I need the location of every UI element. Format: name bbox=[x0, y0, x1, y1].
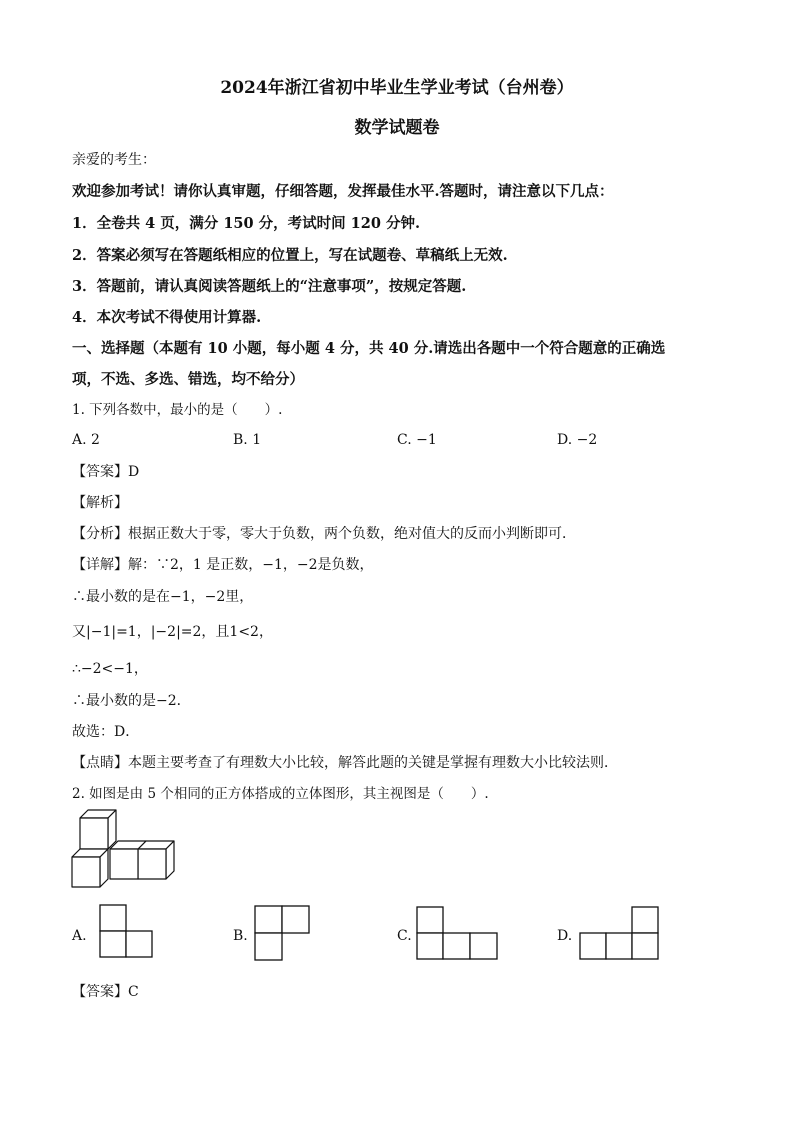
q1-dianjing: 【点睛】本题主要考查了有理数大小比较，解答此题的关键是掌握有理数大小比较法则． bbox=[72, 755, 618, 771]
q1-step-1: ∴最小数的是在−1，−2里， bbox=[72, 589, 254, 605]
q2-option-b-view bbox=[254, 905, 310, 961]
q2-option-d: D. bbox=[557, 928, 573, 944]
q2-answer: 【答案】C bbox=[72, 984, 139, 1000]
q1-step-3: ∴−2<−1， bbox=[72, 661, 148, 677]
rule-1: 1．全卷共 4 页，满分 150 分，考试时间 120 分钟. bbox=[72, 215, 421, 232]
q1-answer: 【答案】D bbox=[72, 464, 140, 480]
q1-choose: 故选：D． bbox=[72, 724, 140, 740]
q1-analysis-label: 【解析】 bbox=[72, 495, 128, 511]
q2-option-a: A. bbox=[72, 928, 87, 944]
q2-option-a-view bbox=[99, 904, 153, 958]
rule-3: 3．答题前，请认真阅读答题纸上的“注意事项”，按规定答题. bbox=[72, 278, 467, 295]
q1-option-b: B. 1 bbox=[233, 432, 262, 448]
exam-subtitle: 数学试题卷 bbox=[354, 118, 440, 138]
cube-figure bbox=[70, 810, 190, 890]
rule-4: 4．本次考试不得使用计算器. bbox=[72, 309, 262, 326]
q1-step-4: ∴最小数的是−2． bbox=[72, 693, 191, 709]
q2-option-d-view bbox=[579, 906, 659, 960]
q2-option-c-view bbox=[416, 906, 498, 960]
q2-stem: 2. 如图是由 5 个相同的正方体搭成的立体图形，其主视图是（ ）. bbox=[72, 786, 489, 802]
welcome-line: 欢迎参加考试！请你认真审题，仔细答题，发挥最佳水平.答题时，请注意以下几点： bbox=[72, 183, 614, 200]
q2-option-b: B. bbox=[233, 928, 248, 944]
q1-xiangjie: 【详解】解：∵2，1 是正数，−1，−2是负数， bbox=[72, 557, 374, 573]
q1-step-2: 又|−1|=1，|−2|=2，且1<2， bbox=[72, 624, 273, 640]
q2-option-c: C. bbox=[397, 928, 412, 944]
greeting: 亲爱的考生： bbox=[72, 152, 156, 168]
q1-stem: 1. 下列各数中，最小的是（ ）. bbox=[72, 402, 283, 418]
rule-2: 2．答案必须写在答题纸相应的位置上，写在试题卷、草稿纸上无效. bbox=[72, 247, 508, 264]
q1-option-a: A. 2 bbox=[72, 432, 100, 448]
section-heading-cont: 项，不选、多选、错选，均不给分） bbox=[72, 371, 304, 388]
section-heading: 一、选择题（本题有 10 小题，每小题 4 分，共 40 分.请选出各题中一个符合题意的正确选 bbox=[72, 340, 666, 357]
q1-fenxi: 【分析】根据正数大于零，零大于负数，两个负数，绝对值大的反而小判断即可． bbox=[72, 526, 576, 542]
q1-option-d: D. −2 bbox=[557, 432, 598, 448]
q1-option-c: C. −1 bbox=[397, 432, 437, 448]
exam-title: 2024年浙江省初中毕业生学业考试（台州卷） bbox=[220, 78, 574, 98]
